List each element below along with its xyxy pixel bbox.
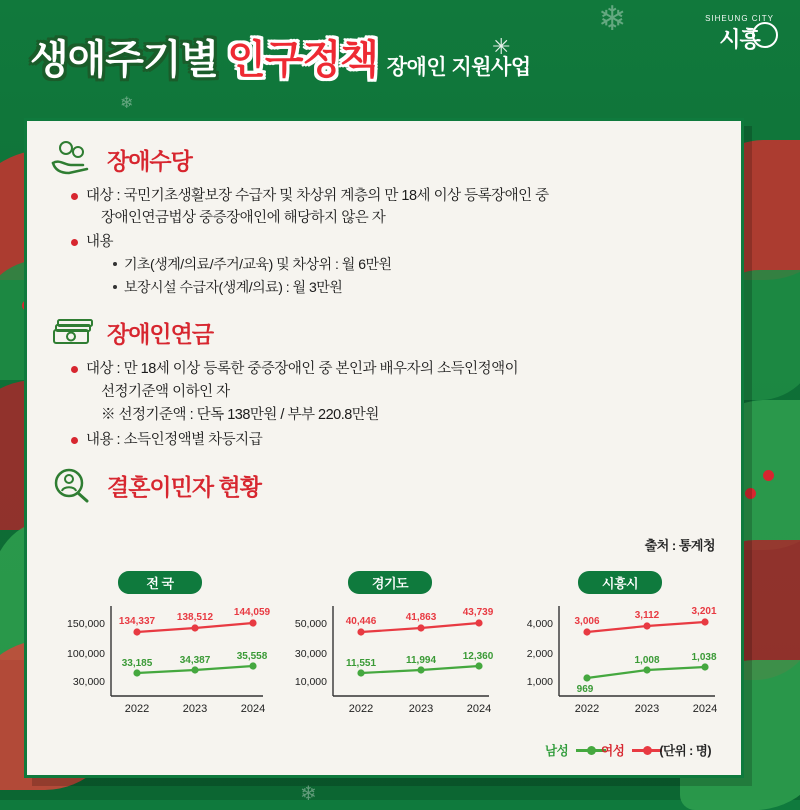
x-tick-label: 2023 bbox=[408, 703, 434, 715]
page-header bbox=[0, 0, 800, 112]
city-logo bbox=[705, 14, 774, 54]
list-item bbox=[71, 185, 719, 230]
data-label: 43,739 bbox=[462, 607, 494, 618]
charts-container bbox=[49, 571, 719, 718]
logo-english: SIHEUNG CITY bbox=[705, 14, 774, 23]
hand-coins-icon bbox=[49, 139, 95, 179]
snowflake-icon: ❄ bbox=[300, 783, 317, 805]
bullet-text: 내용 bbox=[86, 233, 114, 250]
berry-decoration bbox=[763, 470, 774, 481]
chart-plot bbox=[279, 600, 501, 718]
y-tick-label: 4,000 bbox=[526, 618, 553, 630]
data-label: 1,008 bbox=[634, 655, 660, 666]
chart-gyeonggi bbox=[279, 571, 501, 718]
logo-korean: 시흥 bbox=[719, 27, 760, 52]
page-subtitle: 장애인 지원사업 bbox=[386, 56, 531, 79]
y-tick-label: 150,000 bbox=[67, 618, 105, 630]
data-label: 11,551 bbox=[345, 658, 377, 669]
data-label: 34,387 bbox=[179, 655, 211, 666]
legend-unit: (단위 : 명) bbox=[659, 744, 711, 758]
data-label: 144,059 bbox=[233, 607, 271, 618]
section-title: 장애인연금 bbox=[107, 320, 214, 347]
data-label: 12,360 bbox=[462, 651, 494, 662]
bullet-note: ※ 선정기준액 : 단독 138만원 / 부부 220.8만원 bbox=[101, 407, 379, 424]
y-tick-label: 2,000 bbox=[526, 648, 553, 660]
bullet-continuation: 장애인연금법상 중증장애인에 해당하지 않은 자 bbox=[101, 210, 386, 227]
data-label: 3,201 bbox=[691, 606, 717, 617]
data-label: 3,006 bbox=[574, 616, 600, 627]
section-title: 결혼이민자 현황 bbox=[107, 473, 261, 500]
bullet-text: 대상 : 만 18세 이상 등록한 중증장애인 중 본인과 배우자의 소득인정액이 bbox=[86, 361, 519, 378]
x-tick-label: 2022 bbox=[124, 703, 150, 715]
title-part1: 생애주기별 bbox=[30, 38, 219, 82]
sparkle-icon: ✳ bbox=[492, 34, 511, 59]
data-label: 11,994 bbox=[405, 655, 437, 666]
x-tick-label: 2023 bbox=[182, 703, 208, 715]
chart-source: 출처 : 통계청 bbox=[644, 538, 715, 553]
section-disability-pension bbox=[49, 312, 719, 451]
data-label: 33,185 bbox=[121, 658, 153, 669]
money-stack-icon bbox=[49, 312, 95, 352]
data-label: 969 bbox=[576, 684, 594, 695]
chart-siheung bbox=[509, 571, 731, 718]
x-tick-label: 2024 bbox=[692, 703, 718, 715]
title-part2: 인구정책 bbox=[227, 38, 378, 82]
list-item bbox=[71, 231, 719, 298]
x-tick-label: 2023 bbox=[634, 703, 660, 715]
y-tick-label: 50,000 bbox=[294, 618, 327, 630]
y-tick-label: 1,000 bbox=[526, 676, 553, 688]
x-tick-label: 2024 bbox=[466, 703, 492, 715]
legend-male-swatch bbox=[576, 746, 577, 755]
data-label: 40,446 bbox=[345, 616, 377, 627]
data-label: 3,112 bbox=[634, 610, 660, 621]
sub-list-item: 기초(생계/의료/주거/교육) 및 차상위 : 월 6만원 bbox=[112, 253, 719, 275]
legend-male-label: 남성 bbox=[545, 744, 569, 758]
chart-legend bbox=[545, 741, 711, 759]
chart-title: 전 국 bbox=[118, 571, 202, 594]
sub-list-item: 보장시설 수급자(생계/의료) : 월 3만원 bbox=[112, 276, 719, 298]
logo-mark-icon bbox=[752, 22, 778, 48]
data-label: 134,337 bbox=[118, 616, 156, 627]
x-tick-label: 2024 bbox=[240, 703, 266, 715]
chart-nationwide bbox=[49, 571, 271, 718]
y-tick-label: 30,000 bbox=[72, 676, 105, 688]
bullet-continuation: 선정기준액 이하인 자 bbox=[101, 383, 230, 400]
section-marriage-immigrants bbox=[49, 465, 719, 505]
content-card bbox=[24, 118, 744, 778]
chart-plot bbox=[509, 600, 731, 718]
snowflake-icon: ❄ bbox=[120, 95, 134, 112]
legend-female-label: 여성 bbox=[601, 744, 625, 758]
berry-decoration bbox=[745, 488, 756, 499]
section-title: 장애수당 bbox=[107, 147, 192, 174]
person-search-icon bbox=[49, 465, 95, 505]
legend-female-swatch bbox=[632, 746, 633, 755]
chart-title: 시흥시 bbox=[578, 571, 662, 594]
x-tick-label: 2022 bbox=[348, 703, 374, 715]
sub-list bbox=[112, 253, 719, 298]
list-item: 내용 : 소득인정액별 차등지급 bbox=[71, 429, 719, 451]
snowflake-icon: ❄ bbox=[598, 0, 627, 38]
data-label: 138,512 bbox=[176, 612, 214, 623]
bullet-text: 대상 : 국민기초생활보장 수급자 및 차상위 계층의 만 18세 이상 등록장애인 중 bbox=[86, 188, 549, 204]
list-item bbox=[71, 358, 719, 428]
page-title bbox=[30, 28, 531, 85]
x-tick-label: 2022 bbox=[574, 703, 600, 715]
y-tick-label: 10,000 bbox=[294, 676, 327, 688]
chart-plot bbox=[49, 600, 271, 718]
chart-title: 경기도 bbox=[348, 571, 432, 594]
y-tick-label: 30,000 bbox=[294, 648, 327, 660]
section-disability-allowance bbox=[49, 139, 719, 298]
data-label: 35,558 bbox=[236, 651, 268, 662]
y-tick-label: 100,000 bbox=[67, 648, 105, 660]
data-label: 41,863 bbox=[405, 612, 437, 623]
data-label: 1,038 bbox=[691, 652, 717, 663]
